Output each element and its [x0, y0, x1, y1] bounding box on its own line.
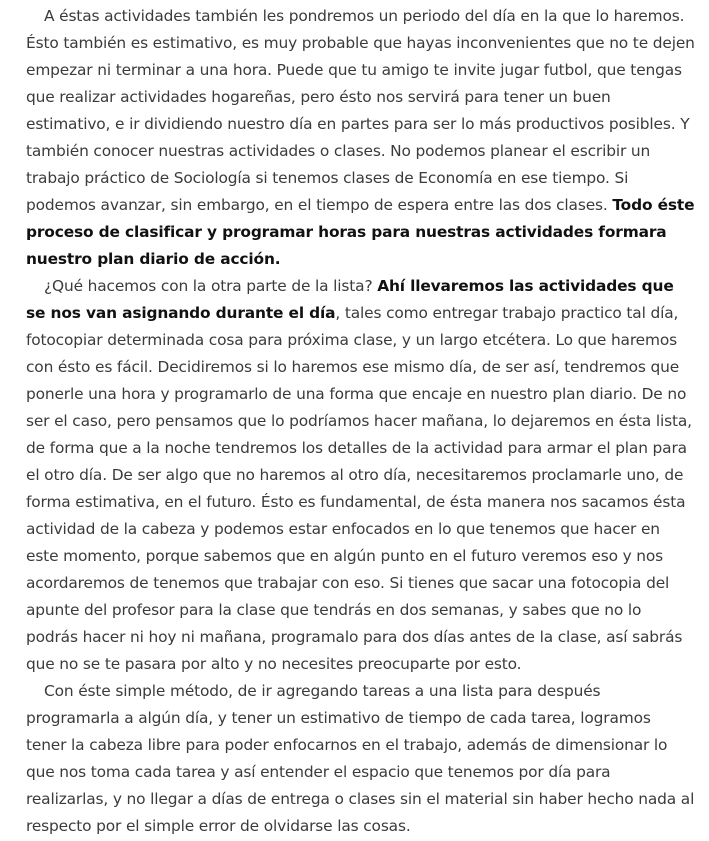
- paragraph-3-text-1: Con éste simple método, de ir agregando tareas a una lista para después programarla a algún día, y tener un estimativo de tiempo de cada tarea, logramos tener la cabeza libre para poder enfocarnos en el trabajo, además de dimensionar lo que nos toma cada tarea y así entender el espacio que tenemos por día para realizarlas, y no llegar a días de entrega o clases sin el material sin haber hecho nada al respecto por el simple error de olvidarse las cosas.: [26, 682, 695, 835]
- paragraph-1: [26, 3, 695, 273]
- paragraph-3: [26, 678, 695, 840]
- paragraph-1-bold-1: Todo éste proceso de clasificar y programar horas para nuestras actividades formara nuestro plan diario de acción.: [26, 196, 695, 268]
- paragraph-2: [26, 273, 695, 678]
- paragraph-2-bold-1: Ahí llevaremos las actividades que se nos van asignando durante el día: [26, 277, 674, 322]
- paragraph-1-text-1: A éstas actividades también les pondremos un periodo del día en la que lo haremos. Ésto también es estimativo, es muy probable que hayas inconvenientes que no te dejen empezar ni terminar a una hora. Puede que tu amigo te invite jugar futbol, que tengas que realizar actividades hogareñas, pero ésto nos servirá para tener un buen estimativo, e ir dividiendo nuestro día en partes para ser lo más productivos posibles. Y también conocer nuestras actividades o clases. No podemos planear el escribir un trabajo práctico de Sociología si tenemos clases de Economía en ese tiempo. Si podemos avanzar, sin embargo, en el tiempo de espera entre las dos clases.: [26, 7, 695, 214]
- paragraph-2-text-2: , tales como entregar trabajo practico tal día, fotocopiar determinada cosa para próxima clase, y un largo etcétera. Lo que haremos con ésto es fácil. Decidiremos si lo haremos ese mismo día, de ser así, tendremos que ponerle una hora y programarlo de una forma que encaje en nuestro plan diario. De no ser el caso, pero pensamos que lo podríamos hacer mañana, lo dejaremos en ésta lista, de forma que a la noche tendremos los detalles de la actividad para armar el plan para el otro día. De ser algo que no haremos al otro día, necesitaremos proclamarle uno, de forma estimativa, en el futuro. Ésto es fundamental, de ésta manera nos sacamos ésta actividad de la cabeza y podemos estar enfocados en lo que tenemos que hacer en este momento, porque sabemos que en algún punto en el futuro veremos eso y nos acordaremos de tenemos que trabajar con eso. Si tienes que sacar una fotocopia del apunte del profesor para la clase que tendrás en dos semanas, y sabes que no lo podrás hacer ni hoy ni mañana, programalo para dos días antes de la clase, así sabrás que no se te pasara por alto y no necesites preocuparte por esto.: [26, 304, 692, 673]
- paragraph-2-text-1: ¿Qué hacemos con la otra parte de la lista?: [44, 277, 378, 295]
